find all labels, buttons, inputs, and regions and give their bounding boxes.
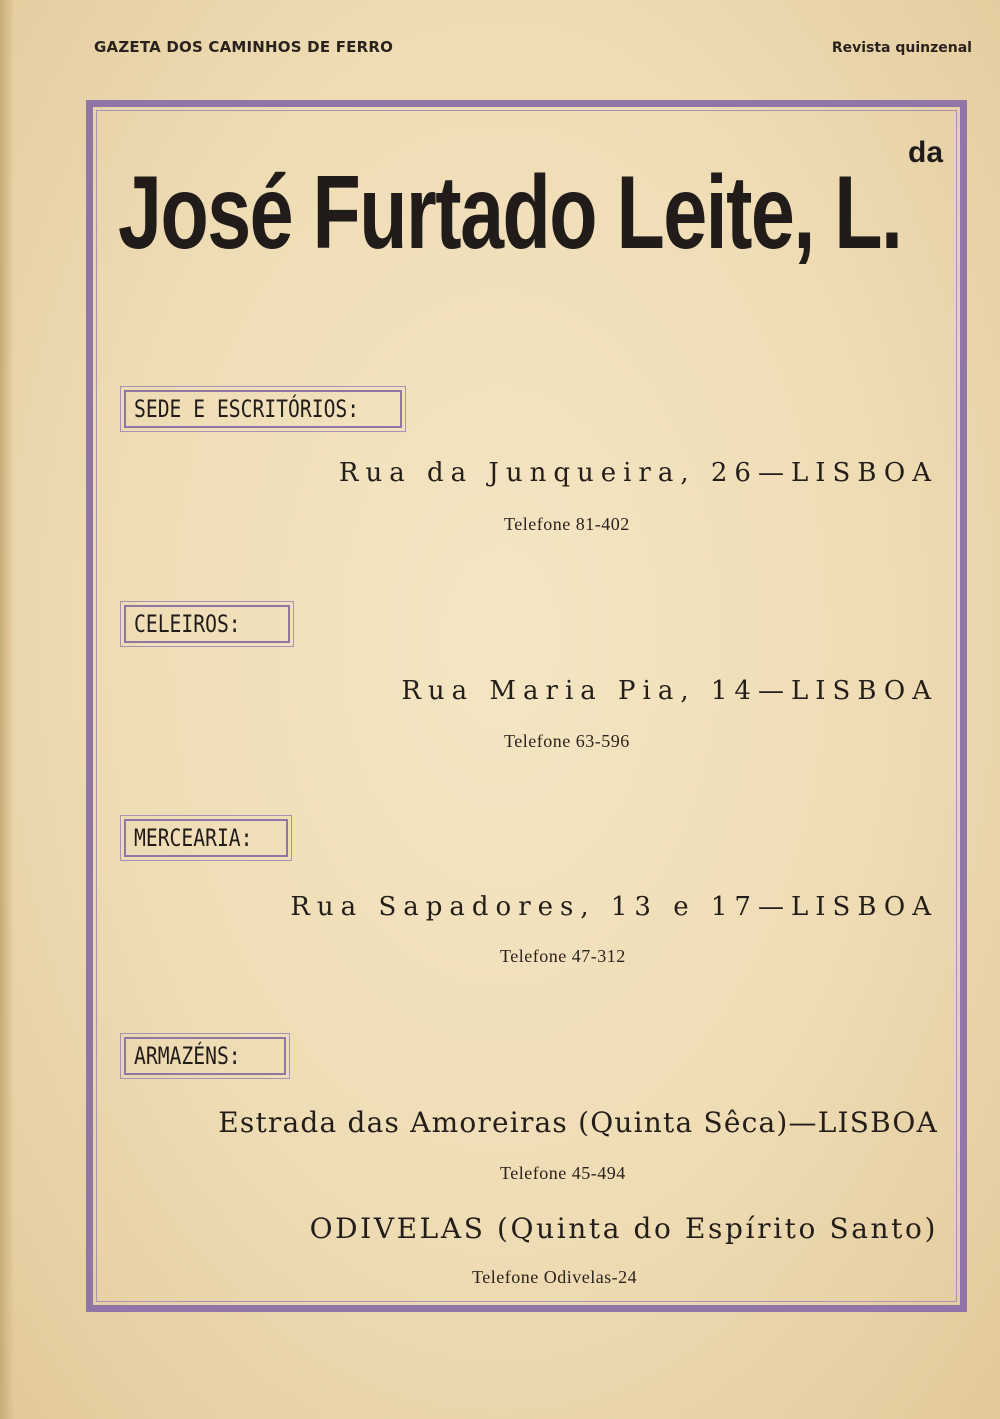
section-label-armazens-text: ARMAZÉNS: (134, 1042, 241, 1070)
section-label-mercearia (124, 819, 288, 857)
company-suffix: da (908, 136, 944, 169)
address-armazens-amoreiras: Estrada das Amoreiras (Quinta Sêca)—LISBOA (218, 1106, 938, 1139)
running-head-title: GAZETA DOS CAMINHOS DE FERRO (94, 38, 394, 56)
section-label-sede-text: SEDE E ESCRITÓRIOS: (134, 395, 360, 423)
section-label-mercearia-text: MERCEARIA: (134, 824, 253, 852)
company-name: José Furtado Leite, L. (118, 155, 902, 271)
page-spine-shadow (0, 0, 14, 1419)
address-celeiros: Rua Maria Pia, 14—LISBOA (401, 676, 938, 706)
address-armazens-odivelas: ODIVELAS (Quinta do Espírito Santo) (309, 1212, 938, 1245)
section-label-celeiros (124, 605, 290, 643)
phone-armazens-odivelas: Telefone Odivelas-24 (472, 1267, 638, 1287)
phone-sede: Telefone 81-402 (504, 514, 630, 534)
section-label-sede (124, 390, 402, 428)
phone-celeiros: Telefone 63-596 (504, 731, 630, 751)
section-label-celeiros-text: CELEIROS: (134, 610, 241, 638)
address-mercearia: Rua Sapadores, 13 e 17—LISBOA (290, 892, 938, 922)
section-label-armazens (124, 1037, 286, 1075)
running-head-subtitle: Revista quinzenal (831, 40, 972, 56)
phone-armazens-amoreiras: Telefone 45-494 (500, 1163, 626, 1183)
address-sede: Rua da Junqueira, 26—LISBOA (338, 458, 938, 488)
phone-mercearia: Telefone 47-312 (500, 946, 626, 966)
